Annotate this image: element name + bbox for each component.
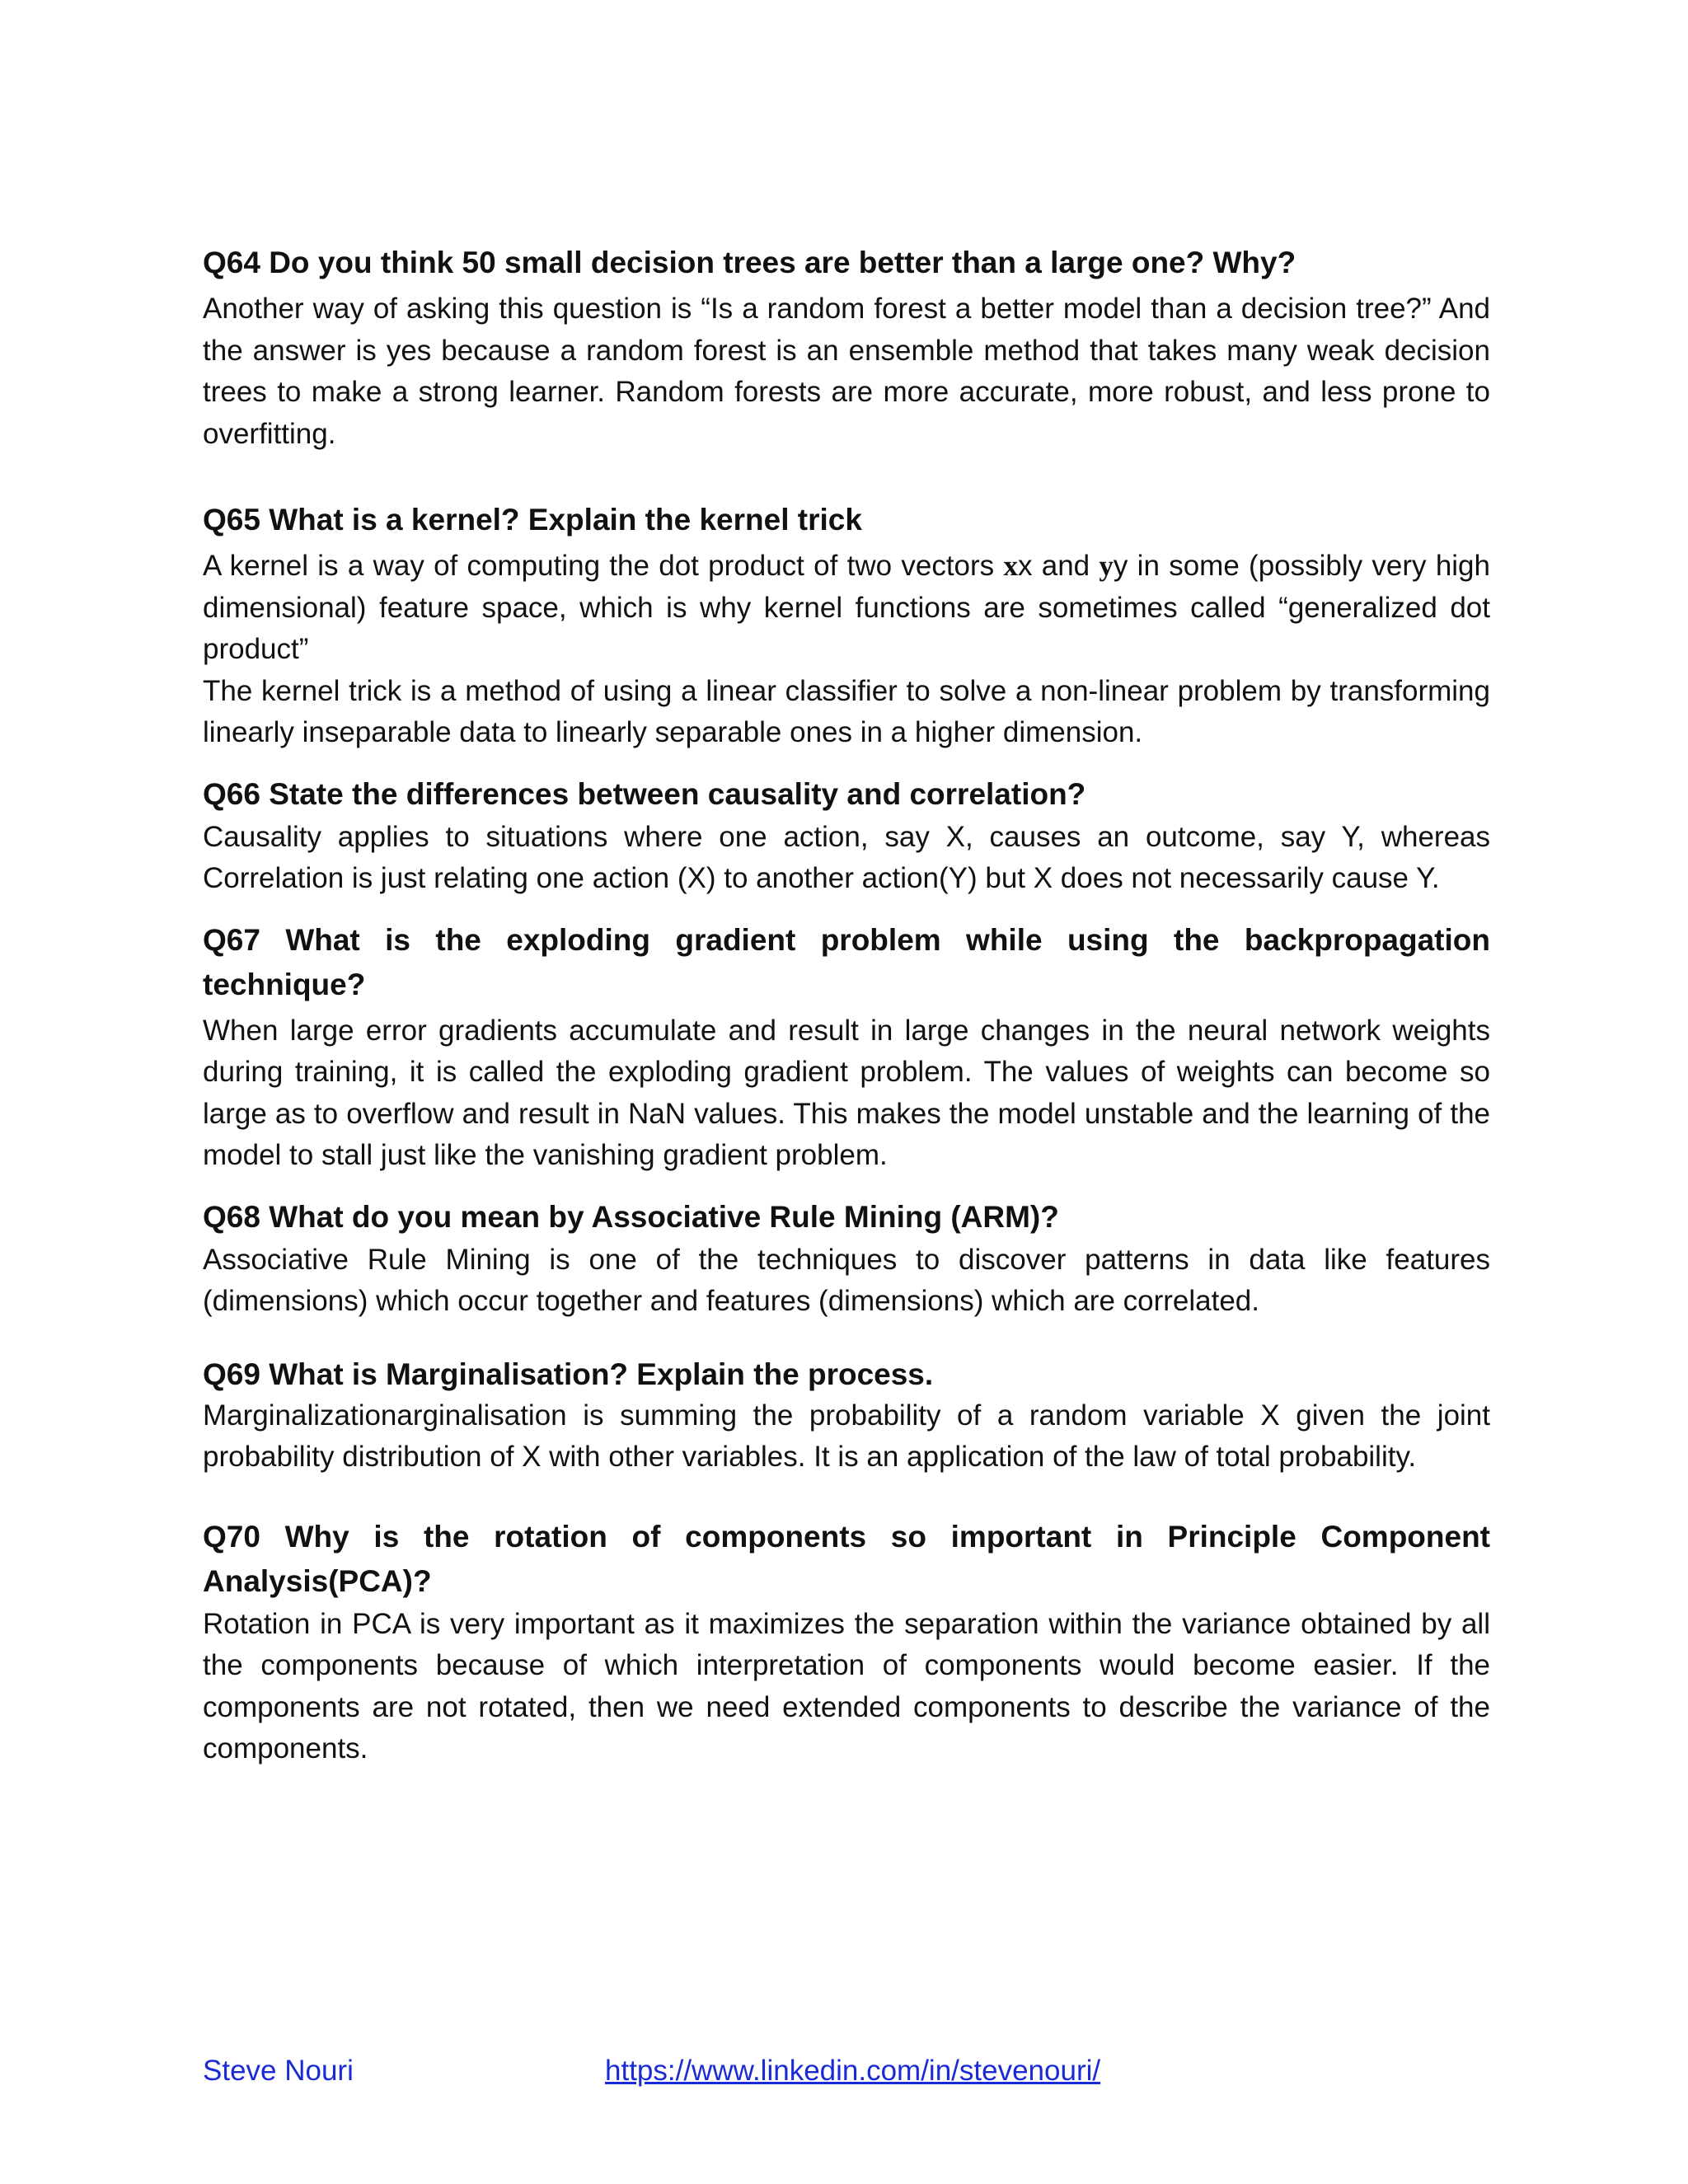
question-heading: Q67 What is the exploding gradient problem while using the backpropagation technique? [203, 922, 1490, 1001]
section-q66 [203, 772, 1490, 900]
answer-paragraph: When large error gradients accumulate and result in large changes in the neural network weights during training, it is called the exploding gradient problem. The values of weights can become so large as to overflow and result in NaN values. This makes the model unstable and the learning of the model to stall just like the vanishing gradient problem. [203, 1014, 1490, 1171]
question-heading: Q69 What is Marginalisation? Explain the process. [203, 1357, 934, 1391]
answer-paragraph: Another way of asking this question is “Is a random forest a better model than a decision tree?” And the answer is yes because a random forest is an ensemble method that takes many weak decision trees to make a strong learner. Random forests are more accurate, more robust, and less prone to overfitting. [203, 293, 1490, 450]
section-q69 [203, 1354, 1490, 1479]
answer-paragraph: Associative Rule Mining is one of the techniques to discover patterns in data like features (dimensions) which occur together and features (dimensions) which are correlated. [203, 1243, 1490, 1317]
question-heading: Q70 Why is the rotation of components so important in Principle Component Analysis(PCA)? [203, 1519, 1490, 1598]
vector-y-symbol: y [1099, 550, 1114, 582]
section-q67 [203, 918, 1490, 1177]
answer-paragraph: Marginalizationarginalisation is summing the probability of a random variable X given the joint probability distribution of X with other variables. It is an application of the law of total probability. [203, 1399, 1490, 1473]
answer-paragraph [203, 546, 1490, 671]
section-q64 [203, 241, 1490, 455]
section-q70 [203, 1515, 1490, 1770]
page-footer [203, 2050, 1490, 2092]
question-heading: Q66 State the differences between causality and correlation? [203, 776, 1086, 811]
document-page [203, 241, 1490, 1770]
footer-author: Steve Nouri [203, 2055, 354, 2087]
answer-text: y in some (possibly very high dimensional) feature space, which is why kernel functions are sometimes called “generalized dot product” [203, 550, 1490, 665]
question-heading: Q64 Do you think 50 small decision trees are better than a large one? Why? [203, 246, 1296, 279]
question-heading: Q68 What do you mean by Associative Rule Mining (ARM)? [203, 1199, 1059, 1234]
section-q65 [203, 498, 1490, 754]
answer-paragraph: The kernel trick is a method of using a linear classifier to solve a non-linear problem by transforming linearly inseparable data to linearly separable ones in a higher dimension. [203, 674, 1490, 748]
answer-paragraph: Causality applies to situations where one action, say X, causes an outcome, say Y, whereas Correlation is just relating one action (X) to another action(Y) but X does not necessarily cause Y. [203, 820, 1490, 894]
question-heading: Q65 What is a kernel? Explain the kernel trick [203, 503, 862, 537]
answer-text: x and [1017, 550, 1100, 582]
vector-x-symbol: x [1003, 550, 1018, 582]
answer-paragraph: Rotation in PCA is very important as it maximizes the separation within the variance obtained by all the components because of which interpretation of components would become easier. If the components are not rotated, then we need extended components to describe the variance of the components. [203, 1607, 1490, 1765]
footer-linkedin-link[interactable]: https://www.linkedin.com/in/stevenouri/ [605, 2055, 1101, 2087]
answer-text: A kernel is a way of computing the dot product of two vectors [203, 550, 1004, 582]
section-q68 [203, 1195, 1490, 1323]
